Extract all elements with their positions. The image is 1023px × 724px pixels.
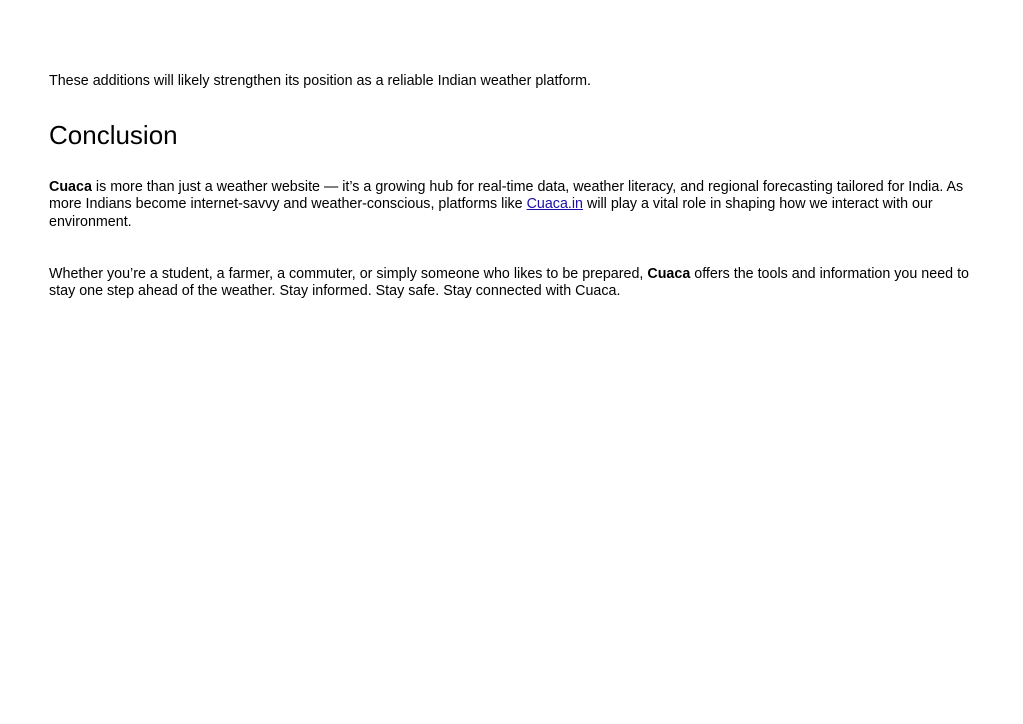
brand-name: Cuaca	[49, 179, 92, 195]
cuaca-link[interactable]: Cuaca.in	[526, 196, 584, 213]
paragraph-text: is more than just a weather website — it’s a growing hub for real-time data, weather literacy, and regional forecasting tailored for India. As more Indians become internet-savvy and weather-conscious, platforms like	[49, 179, 964, 213]
brand-name: Cuaca	[647, 266, 691, 282]
paragraph-text: Whether you’re a student, a farmer, a commuter, or simply someone who likes to be prepared,	[49, 266, 648, 282]
conclusion-heading: Conclusion	[49, 120, 178, 150]
intro-paragraph: These additions will likely strengthen its position as a reliable Indian weather platform.	[49, 73, 591, 89]
paragraph-text: offers the tools and information you need to stay one step ahead of the weather. Stay informed. Stay safe. Stay connected with Cuaca.	[49, 266, 970, 300]
paragraph-text: will play a vital role in shaping how we interact with our environment.	[49, 196, 933, 230]
conclusion-paragraph-1	[49, 179, 977, 231]
conclusion-paragraph-2	[49, 266, 977, 301]
